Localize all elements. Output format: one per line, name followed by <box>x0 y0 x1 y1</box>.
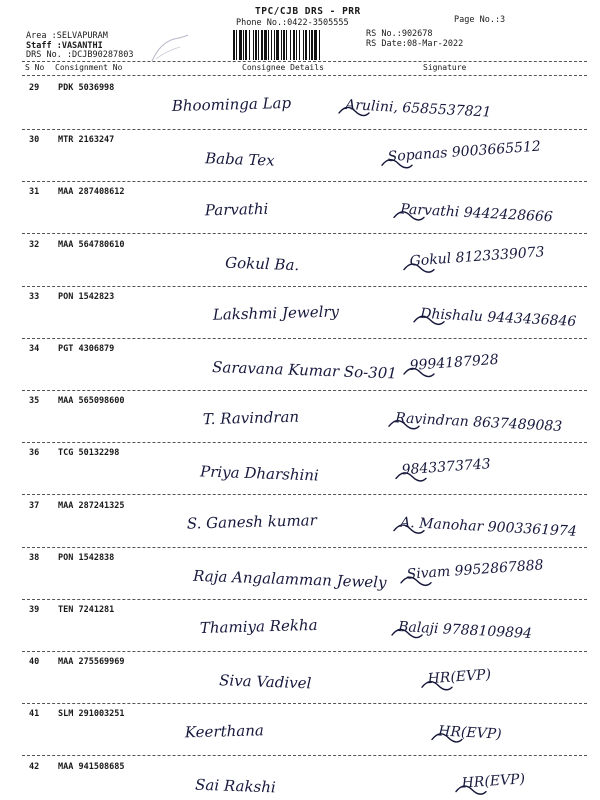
row-consignment-no: PDK 5036998 <box>58 83 115 93</box>
row-sno: 36 <box>29 448 40 459</box>
handwritten-signature: 9994187928 <box>409 351 500 374</box>
row-consignment-no: MAA 275569969 <box>58 657 125 668</box>
row-sno: 38 <box>29 552 40 563</box>
handwritten-signature: A. Manohar 9003361974 <box>399 514 578 540</box>
row-consignment-no: MAA 564780610 <box>58 239 125 250</box>
row-sno: 39 <box>29 605 40 615</box>
handwritten-consignee: Thamiya Rekha <box>199 615 318 637</box>
handwritten-consignee: Gokul Ba. <box>224 253 300 275</box>
row-sno: 33 <box>29 291 40 302</box>
handwritten-consignee: Sai Rakshi <box>194 775 277 797</box>
row-consignment-no: TCG 50132298 <box>58 448 120 459</box>
rs-date: RS Date:08-Mar-2022 <box>366 39 464 49</box>
handwritten-consignee: S. Ganesh kumar <box>186 511 318 533</box>
row-sno: 42 <box>29 761 40 772</box>
col-header-consignment: Consignment No <box>55 63 123 72</box>
row-sno: 37 <box>29 500 40 511</box>
row-consignment-no: MTR 2163247 <box>58 135 115 146</box>
row-consignment-no: MAA 287241325 <box>58 500 125 511</box>
handwritten-consignee: Siva Vadivel <box>218 671 312 693</box>
handwritten-signature: Gokul 8123339073 <box>409 244 546 270</box>
row-consignment-no: SLM 291003251 <box>58 709 125 720</box>
handwritten-consignee: Baba Tex <box>204 149 275 170</box>
handwritten-consignee: Raja Angalamman Jewely <box>192 566 387 592</box>
row-consignment-no: MAA 941508685 <box>58 761 125 772</box>
handwritten-signature: Sopanas 9003665512 <box>387 138 542 166</box>
row-consignment-no: PON 1542838 <box>58 552 115 563</box>
document-title: TPC/CJB DRS - PRR <box>255 6 361 17</box>
handwritten-signature: Sivam 9952867888 <box>406 557 545 583</box>
handwritten-signature: Parvathi 9442428666 <box>399 201 554 226</box>
row-sno: 34 <box>29 344 40 354</box>
row-sno: 41 <box>29 709 40 720</box>
page-number: Page No.:3 <box>454 15 506 25</box>
row-consignment-no: PON 1542823 <box>58 291 115 302</box>
handwritten-consignee: Parvathi <box>204 199 269 220</box>
drs-number: DRS No. :DCJB90287803 <box>26 50 134 60</box>
handwritten-signature: HR(EVP) <box>427 666 492 688</box>
handwritten-signature: 9843373743 <box>401 456 492 479</box>
handwritten-consignee: Bhoominga Lap <box>171 93 292 115</box>
handwritten-signature: Arulini, 6585537821 <box>344 97 492 121</box>
staff-label: Staff :VASANTHI <box>26 40 103 51</box>
col-header-signature: Signature <box>423 63 467 72</box>
row-sno: 29 <box>29 83 40 93</box>
area-label: Area :SELVAPURAM <box>26 31 108 41</box>
row-sno: 30 <box>29 135 40 146</box>
row-consignment-no: MAA 565098600 <box>58 396 125 407</box>
handwritten-consignee: Priya Dharshini <box>199 462 320 485</box>
col-header-sno: S No <box>25 63 45 72</box>
handwritten-consignee: T. Ravindran <box>202 407 300 429</box>
row-sno: 31 <box>29 187 40 198</box>
handwritten-signature: Ravindran 8637489083 <box>394 410 563 435</box>
row-sno: 35 <box>29 396 40 407</box>
handwritten-consignee: Saravana Kumar So-301 <box>211 358 398 383</box>
row-consignment-no: MAA 287408612 <box>58 187 125 198</box>
handwritten-signature: Balaji 9788109894 <box>397 619 533 642</box>
row-sno: 32 <box>29 239 40 250</box>
handwritten-signature: HR(EVP) <box>437 723 502 743</box>
row-sno: 40 <box>29 657 40 668</box>
row-consignment-no: TEN 7241281 <box>58 605 115 615</box>
handwritten-consignee: Lakshmi Jewelry <box>212 302 340 324</box>
row-consignment-no: PGT 4306879 <box>58 344 115 354</box>
handwritten-signature: HR(EVP) <box>461 771 526 792</box>
handwritten-consignee: Keerthana <box>184 721 265 742</box>
phone-number: Phone No.:0422-3505555 <box>236 18 349 28</box>
col-header-consignee: Consignee Details <box>242 63 324 72</box>
rs-number: RS No.:902678 <box>366 29 433 39</box>
handwritten-signature: Dhishalu 9443436846 <box>419 305 577 330</box>
